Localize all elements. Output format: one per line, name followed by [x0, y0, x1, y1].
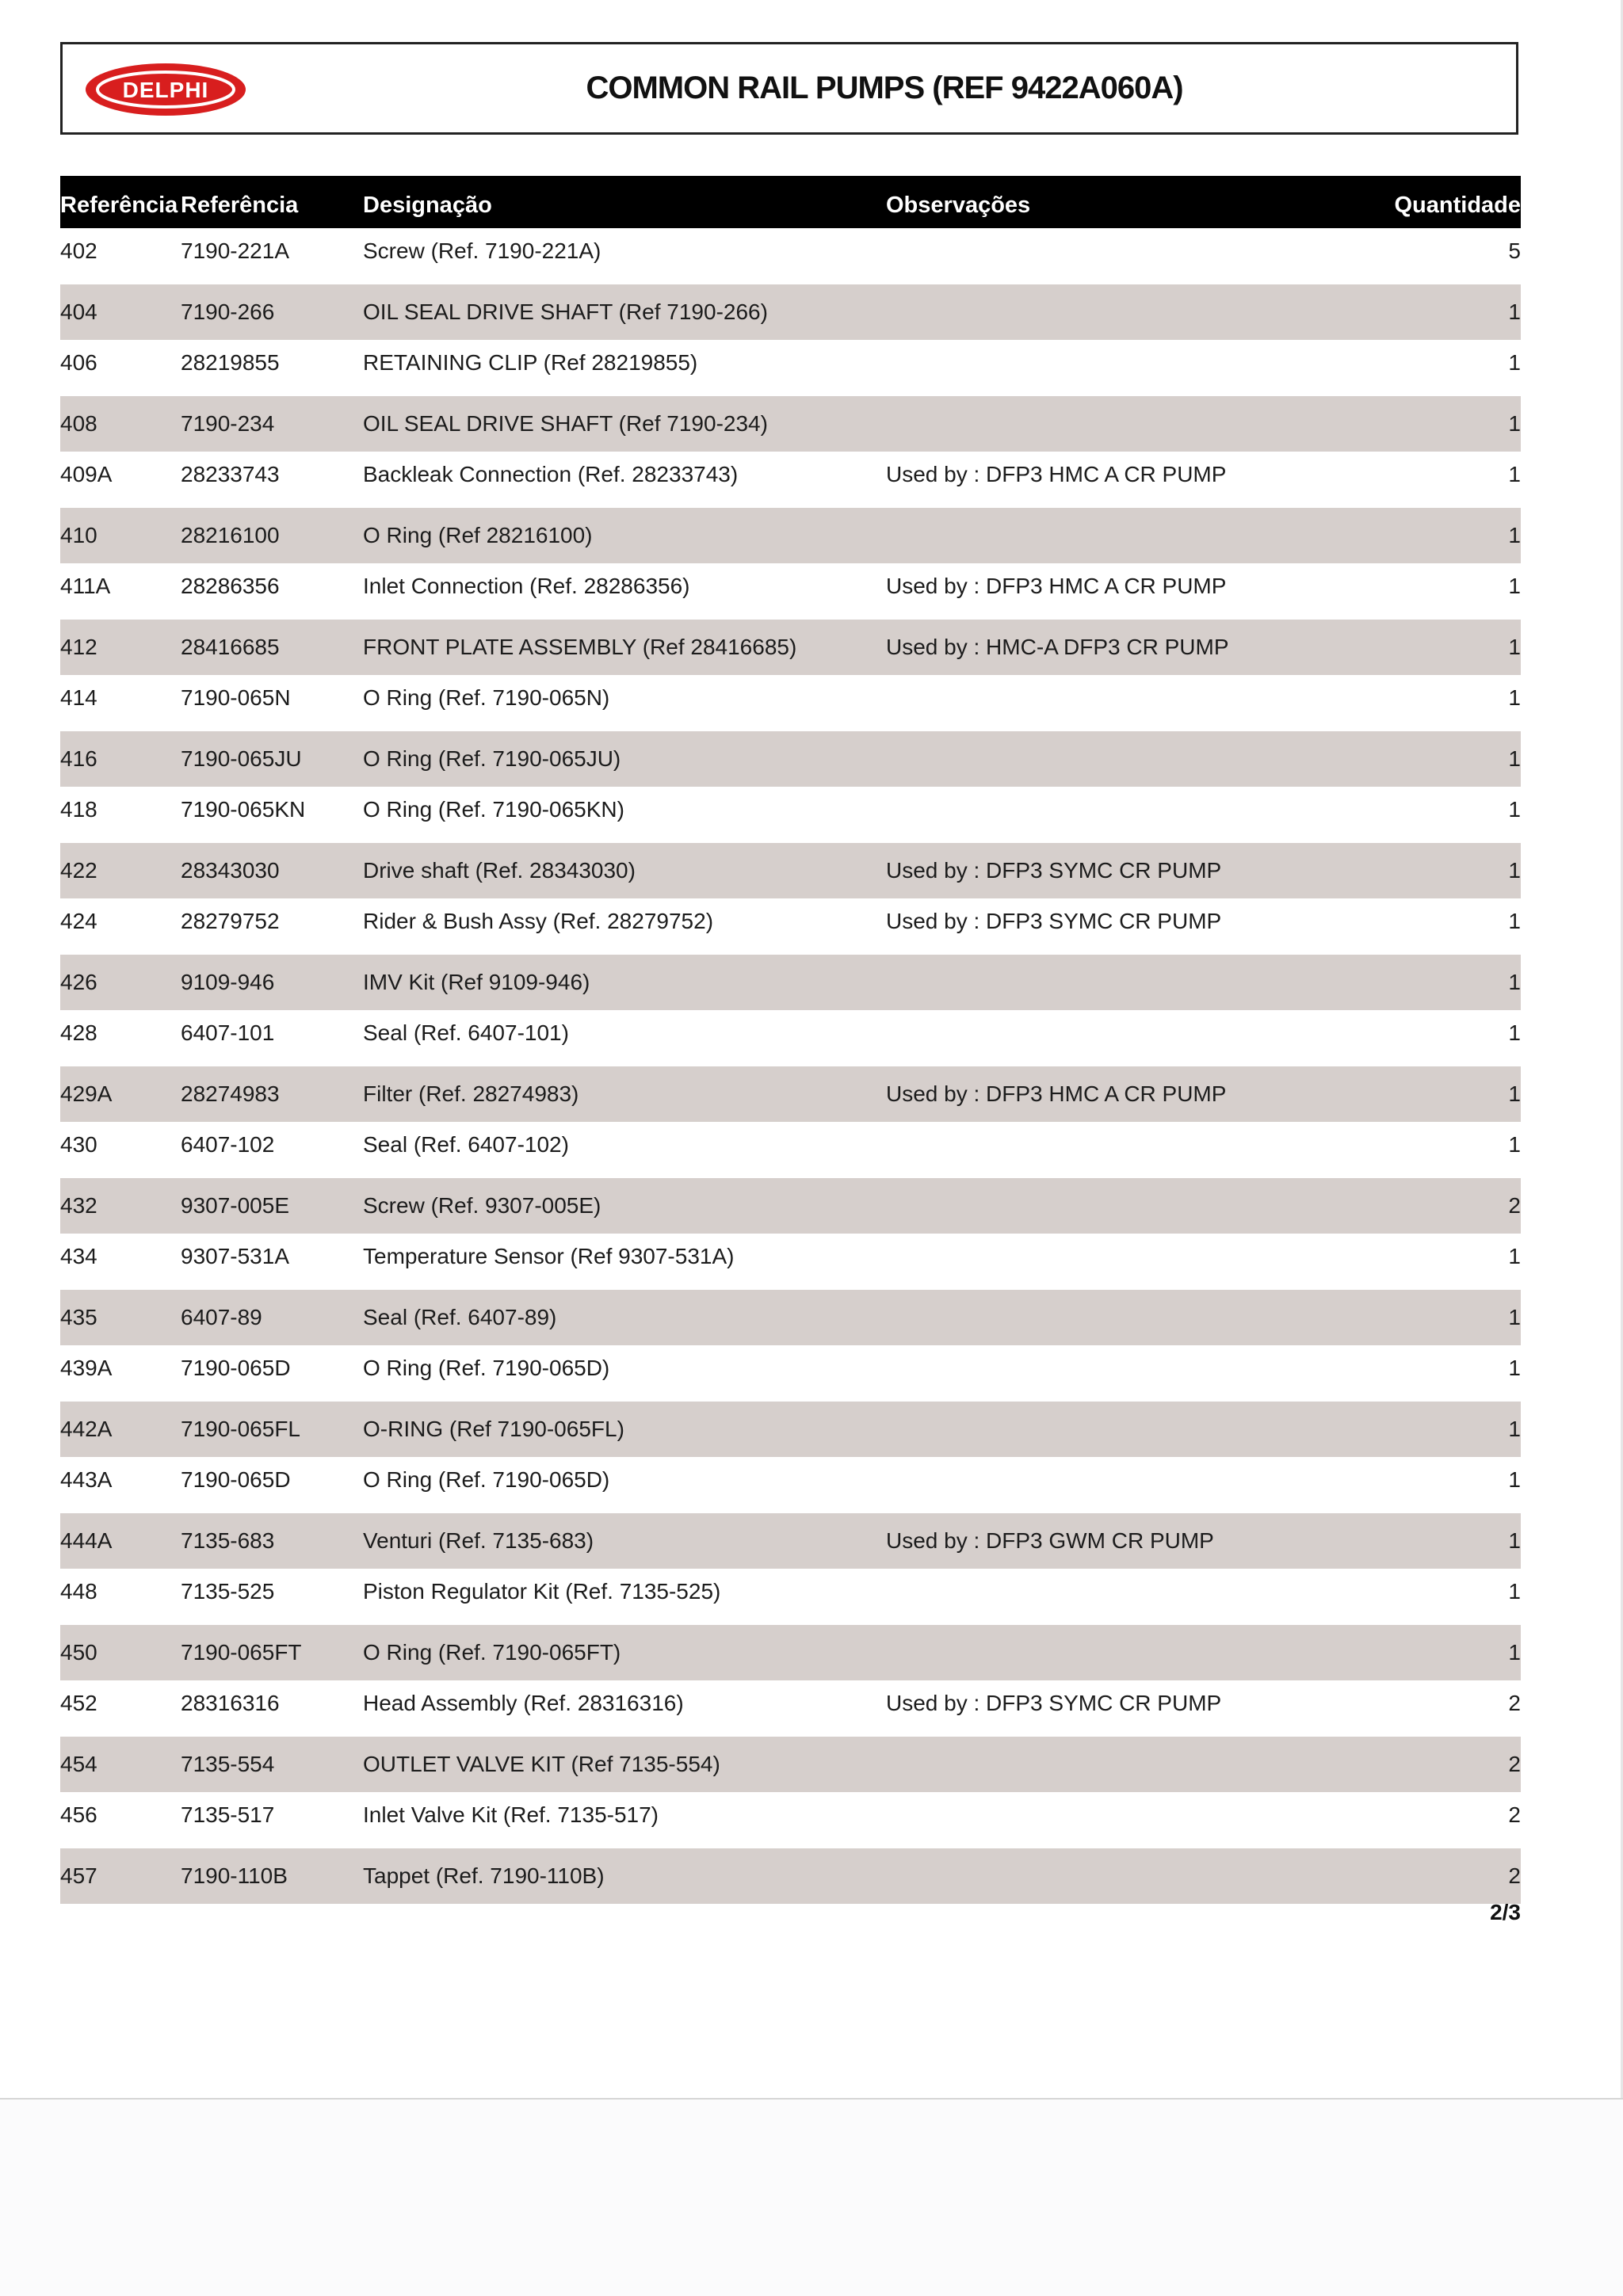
- cell-part-ref: 7135-554: [181, 1752, 275, 1776]
- cell-designation: Drive shaft (Ref. 28343030): [363, 858, 636, 883]
- cell-part-ref: 7190-065FT: [181, 1640, 302, 1665]
- cell-part-ref: 7190-065D: [181, 1356, 291, 1380]
- cell-quantity: 1: [1508, 1305, 1521, 1329]
- cell-designation: OIL SEAL DRIVE SHAFT (Ref 7190-234): [363, 411, 768, 436]
- column-header-observations: Observações: [886, 193, 1031, 218]
- cell-quantity: 2: [1508, 1863, 1521, 1888]
- table-row: [60, 1178, 1521, 1234]
- cell-quantity: 2: [1508, 1691, 1521, 1715]
- cell-quantity: 1: [1508, 858, 1521, 883]
- cell-quantity: 1: [1508, 797, 1521, 822]
- table-row: [60, 1122, 1521, 1168]
- column-header-ref: Referência: [60, 193, 178, 218]
- cell-part-ref: 28316316: [181, 1691, 280, 1715]
- table-row: [60, 1066, 1521, 1122]
- table-row: [60, 1402, 1521, 1457]
- cell-quantity: 2: [1508, 1802, 1521, 1827]
- cell-observations: Used by : DFP3 HMC A CR PUMP: [886, 1081, 1227, 1106]
- cell-ref: 444A: [60, 1528, 113, 1553]
- cell-quantity: 1: [1508, 1081, 1521, 1106]
- cell-ref: 434: [60, 1244, 97, 1268]
- cell-designation: O Ring (Ref. 7190-065N): [363, 685, 610, 710]
- cell-ref: 428: [60, 1020, 97, 1045]
- cell-ref: 452: [60, 1691, 97, 1715]
- cell-part-ref: 7190-065N: [181, 685, 291, 710]
- cell-ref: 442A: [60, 1417, 113, 1441]
- table-row: [60, 1569, 1521, 1615]
- cell-quantity: 1: [1508, 1579, 1521, 1604]
- column-header-part-ref: Referência: [181, 193, 299, 218]
- cell-part-ref: 9307-005E: [181, 1193, 290, 1218]
- cell-ref: 430: [60, 1132, 97, 1157]
- table-row: [60, 563, 1521, 609]
- cell-part-ref: 28343030: [181, 858, 280, 883]
- cell-quantity: 1: [1508, 523, 1521, 547]
- cell-ref: 435: [60, 1305, 97, 1329]
- cell-ref: 412: [60, 635, 97, 659]
- cell-part-ref: 7190-266: [181, 299, 275, 324]
- cell-designation: O Ring (Ref. 7190-065KN): [363, 797, 624, 822]
- cell-designation: O-RING (Ref 7190-065FL): [363, 1417, 624, 1441]
- table-row: [60, 1792, 1521, 1838]
- table-row: [60, 340, 1521, 386]
- cell-designation: O Ring (Ref. 7190-065JU): [363, 746, 621, 771]
- cell-quantity: 1: [1508, 685, 1521, 710]
- table-row: [60, 1345, 1521, 1391]
- table-row: [60, 396, 1521, 452]
- logo-text: DELPHI: [122, 78, 209, 102]
- cell-ref: 418: [60, 797, 97, 822]
- table-row: [60, 787, 1521, 833]
- delphi-logo: [83, 62, 248, 117]
- cell-part-ref: 6407-89: [181, 1305, 262, 1329]
- cell-quantity: 2: [1508, 1193, 1521, 1218]
- document-header: [60, 42, 1518, 135]
- cell-designation: Head Assembly (Ref. 28316316): [363, 1691, 684, 1715]
- cell-quantity: 1: [1508, 462, 1521, 486]
- cell-ref: 404: [60, 299, 97, 324]
- cell-quantity: 1: [1508, 1417, 1521, 1441]
- cell-ref: 411A: [60, 574, 111, 598]
- cell-ref: 448: [60, 1579, 97, 1604]
- cell-part-ref: 7190-065D: [181, 1467, 291, 1492]
- cell-observations: Used by : DFP3 GWM CR PUMP: [886, 1528, 1214, 1553]
- cell-quantity: 1: [1508, 970, 1521, 994]
- cell-ref: 426: [60, 970, 97, 994]
- cell-observations: Used by : DFP3 SYMC CR PUMP: [886, 909, 1222, 933]
- cell-part-ref: 28286356: [181, 574, 280, 598]
- cell-observations: Used by : DFP3 SYMC CR PUMP: [886, 1691, 1222, 1715]
- cell-designation: Backleak Connection (Ref. 28233743): [363, 462, 739, 486]
- cell-designation: RETAINING CLIP (Ref 28219855): [363, 350, 698, 375]
- cell-designation: OIL SEAL DRIVE SHAFT (Ref 7190-266): [363, 299, 768, 324]
- table-row: [60, 284, 1521, 340]
- cell-ref: 424: [60, 909, 97, 933]
- cell-ref: 422: [60, 858, 97, 883]
- table-row: [60, 228, 1521, 274]
- page-number: 2/3: [1490, 1900, 1521, 1924]
- cell-part-ref: 28279752: [181, 909, 280, 933]
- cell-quantity: 1: [1508, 350, 1521, 375]
- table-row: [60, 452, 1521, 498]
- cell-quantity: 1: [1508, 746, 1521, 771]
- cell-ref: 450: [60, 1640, 97, 1665]
- cell-quantity: 2: [1508, 1752, 1521, 1776]
- cell-designation: Rider & Bush Assy (Ref. 28279752): [363, 909, 714, 933]
- cell-part-ref: 7190-065KN: [181, 797, 306, 822]
- cell-quantity: 1: [1508, 909, 1521, 933]
- table-header: [60, 176, 1521, 228]
- table-row: [60, 843, 1521, 898]
- cell-ref: 414: [60, 685, 97, 710]
- cell-part-ref: 7135-525: [181, 1579, 275, 1604]
- table-row: [60, 1457, 1521, 1503]
- cell-designation: Seal (Ref. 6407-101): [363, 1020, 569, 1045]
- table-row: [60, 1234, 1521, 1280]
- cell-designation: Temperature Sensor (Ref 9307-531A): [363, 1244, 735, 1268]
- cell-part-ref: 6407-102: [181, 1132, 275, 1157]
- cell-ref: 443A: [60, 1467, 113, 1492]
- cell-designation: O Ring (Ref. 7190-065FT): [363, 1640, 621, 1665]
- cell-part-ref: 9307-531A: [181, 1244, 290, 1268]
- table-row: [60, 1680, 1521, 1726]
- cell-designation: OUTLET VALVE KIT (Ref 7135-554): [363, 1752, 720, 1776]
- cell-ref: 408: [60, 411, 97, 436]
- cell-designation: Screw (Ref. 9307-005E): [363, 1193, 601, 1218]
- cell-quantity: 1: [1508, 411, 1521, 436]
- cell-designation: O Ring (Ref 28216100): [363, 523, 593, 547]
- cell-designation: Seal (Ref. 6407-102): [363, 1132, 569, 1157]
- cell-designation: Seal (Ref. 6407-89): [363, 1305, 557, 1329]
- cell-ref: 402: [60, 238, 97, 263]
- cell-designation: Filter (Ref. 28274983): [363, 1081, 579, 1106]
- cell-designation: Screw (Ref. 7190-221A): [363, 238, 601, 263]
- cell-designation: Inlet Connection (Ref. 28286356): [363, 574, 690, 598]
- table-row: [60, 1290, 1521, 1345]
- cell-ref: 432: [60, 1193, 97, 1218]
- table-row: [60, 675, 1521, 721]
- cell-designation: Piston Regulator Kit (Ref. 7135-525): [363, 1579, 721, 1604]
- cell-part-ref: 28216100: [181, 523, 280, 547]
- table-row: [60, 1010, 1521, 1056]
- cell-part-ref: 6407-101: [181, 1020, 275, 1045]
- column-header-quantity: Quantidade: [1394, 193, 1521, 218]
- cell-quantity: 1: [1508, 1020, 1521, 1045]
- table-row: [60, 1625, 1521, 1680]
- cell-observations: Used by : DFP3 HMC A CR PUMP: [886, 462, 1227, 486]
- cell-quantity: 1: [1508, 1132, 1521, 1157]
- cell-ref: 457: [60, 1863, 97, 1888]
- cell-part-ref: 7190-221A: [181, 238, 290, 263]
- cell-quantity: 1: [1508, 299, 1521, 324]
- table-row: [60, 955, 1521, 1010]
- cell-part-ref: 7190-234: [181, 411, 275, 436]
- cell-ref: 456: [60, 1802, 97, 1827]
- cell-part-ref: 7190-110B: [181, 1863, 288, 1888]
- cell-part-ref: 28274983: [181, 1081, 280, 1106]
- cell-part-ref: 7190-065FL: [181, 1417, 301, 1441]
- cell-observations: Used by : HMC-A DFP3 CR PUMP: [886, 635, 1229, 659]
- table-row: [60, 1848, 1521, 1904]
- cell-ref: 429A: [60, 1081, 113, 1106]
- table-row: [60, 620, 1521, 675]
- cell-quantity: 1: [1508, 1528, 1521, 1553]
- table-row: [60, 898, 1521, 944]
- cell-ref: 454: [60, 1752, 97, 1776]
- cell-quantity: 1: [1508, 635, 1521, 659]
- cell-designation: O Ring (Ref. 7190-065D): [363, 1467, 610, 1492]
- cell-part-ref: 28233743: [181, 462, 280, 486]
- cell-designation: O Ring (Ref. 7190-065D): [363, 1356, 610, 1380]
- page-edge: [0, 2098, 1623, 2100]
- cell-observations: Used by : DFP3 SYMC CR PUMP: [886, 858, 1222, 883]
- column-header-designation: Designação: [363, 193, 492, 218]
- cell-part-ref: 7135-683: [181, 1528, 275, 1553]
- cell-part-ref: 7135-517: [181, 1802, 275, 1827]
- cell-quantity: 5: [1508, 238, 1521, 263]
- table-row: [60, 731, 1521, 787]
- cell-designation: Inlet Valve Kit (Ref. 7135-517): [363, 1802, 659, 1827]
- cell-quantity: 1: [1508, 1467, 1521, 1492]
- cell-quantity: 1: [1508, 1356, 1521, 1380]
- cell-ref: 439A: [60, 1356, 113, 1380]
- cell-designation: IMV Kit (Ref 9109-946): [363, 970, 590, 994]
- cell-ref: 409A: [60, 462, 113, 486]
- cell-part-ref: 28416685: [181, 635, 280, 659]
- cell-ref: 416: [60, 746, 97, 771]
- cell-quantity: 1: [1508, 1244, 1521, 1268]
- cell-quantity: 1: [1508, 574, 1521, 598]
- cell-designation: Venturi (Ref. 7135-683): [363, 1528, 594, 1553]
- cell-part-ref: 9109-946: [181, 970, 275, 994]
- table-row: [60, 508, 1521, 563]
- cell-designation: Tappet (Ref. 7190-110B): [363, 1863, 605, 1888]
- cell-quantity: 1: [1508, 1640, 1521, 1665]
- cell-ref: 410: [60, 523, 97, 547]
- cell-designation: FRONT PLATE ASSEMBLY (Ref 28416685): [363, 635, 797, 659]
- parts-table: [60, 176, 1521, 1904]
- cell-part-ref: 7190-065JU: [181, 746, 302, 771]
- cell-ref: 406: [60, 350, 97, 375]
- table-row: [60, 1513, 1521, 1569]
- cell-part-ref: 28219855: [181, 350, 280, 375]
- document-title: COMMON RAIL PUMPS (REF 9422A060A): [586, 71, 1183, 105]
- table-body: [60, 228, 1521, 1904]
- table-row: [60, 1737, 1521, 1792]
- cell-observations: Used by : DFP3 HMC A CR PUMP: [886, 574, 1227, 598]
